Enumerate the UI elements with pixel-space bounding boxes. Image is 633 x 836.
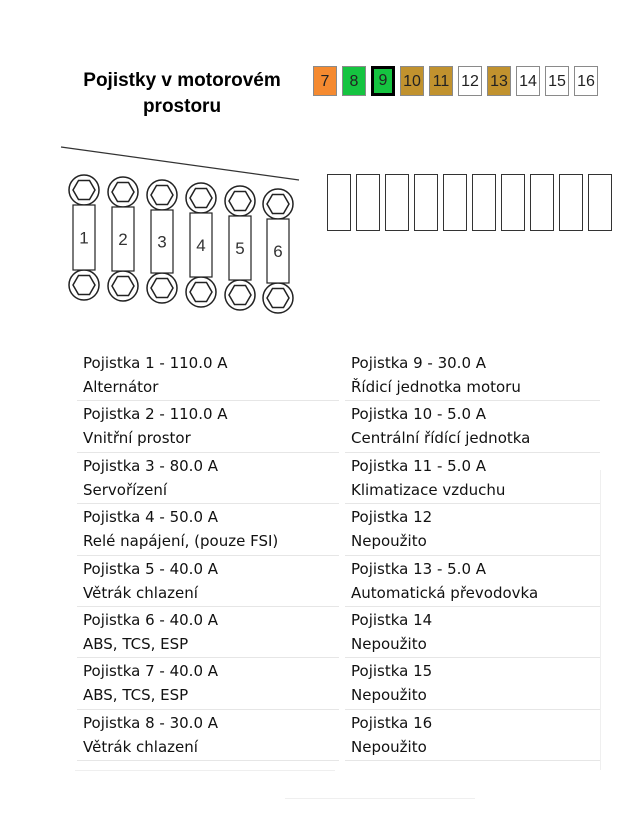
fuse-name: Pojistka 13 - 5.0 A [351,559,487,578]
fuse-name: Pojistka 15 [351,662,433,681]
fuse-table-row [345,504,600,555]
fuse-name: Pojistka 8 - 30.0 A [83,713,219,732]
fuse-table-row [345,556,600,607]
fuse-description: Klimatizace vzduchu [351,480,506,499]
fuse-description: Větrák chlazení [83,737,198,756]
fuse-number-label: 3 [157,232,167,252]
fuse-nut [112,277,134,296]
main-fuse-3 [147,180,177,303]
fuse-name: Pojistka 6 - 40.0 A [83,610,219,629]
fuse-name: Pojistka 12 [351,508,433,527]
fuse-description: Vnitřní prostor [83,429,191,448]
fuse-name: Pojistka 2 - 110.0 A [83,405,228,424]
fuse-number-label: 2 [118,230,128,249]
fuse-description: Servořízení [83,480,168,499]
fuse-table-row [345,350,600,401]
main-fuse-1 [69,175,99,300]
fuse-number-label: 4 [196,236,206,255]
fuse-table-row [345,658,600,709]
fuse-slot-7 [327,174,351,231]
fuse-slot-12 [472,174,496,231]
fuse-name: Pojistka 3 - 80.0 A [83,456,219,475]
fuse-slot-16 [588,174,612,231]
fuse-name: Pojistka 16 [351,713,433,732]
fuse-description: ABS, TCS, ESP [83,634,189,653]
divider [285,798,475,799]
fuse-description: Řídicí jednotka motoru [351,378,521,396]
fuse-number-label: 1 [79,228,89,248]
fuse-slot-14 [530,174,554,231]
fuse-name: Pojistka 9 - 30.0 A [351,354,487,372]
fuse-nut [73,181,95,200]
fuse-name: Pojistka 4 - 50.0 A [83,508,219,527]
fuse-table-row [345,607,600,658]
fuse-table-row [345,453,600,504]
fuse-name: Pojistka 5 - 40.0 A [83,559,219,578]
fuse-label-10: 10 [400,66,424,96]
fuse-label-12: 12 [458,66,482,96]
fuse-slot-8 [356,174,380,231]
fuse-description: Nepoužito [351,686,427,705]
fuse-nut [112,183,134,202]
fuse-table-row [77,504,339,555]
fuse-table-row [77,401,339,452]
fuse-slot-10 [414,174,438,231]
fuse-description: Alternátor [83,378,159,396]
fuse-number-label: 6 [273,242,283,261]
fuse-nut [151,279,173,298]
main-fuse-2 [108,177,138,301]
fuse-number-label: 5 [235,239,245,258]
fuse-slot-15 [559,174,583,231]
divider [75,770,335,771]
fuse-table-row [345,710,600,761]
fuse-description: Automatická převodovka [351,583,539,602]
main-fuse-diagram [55,142,305,317]
fuse-table-row [77,658,339,709]
fuse-name: Pojistka 14 [351,610,433,629]
fuse-description: Centrální řídící jednotka [351,429,531,448]
page-title: Pojistky v motorovém prostoru [83,70,281,117]
fuse-label-9: 9 [371,66,395,96]
fuse-label-7: 7 [313,66,337,96]
fuse-nut [229,286,251,305]
fuse-nut [229,192,251,211]
fuse-table-row [345,401,600,452]
fuse-description: ABS, TCS, ESP [83,686,189,705]
fuse-table-right [345,350,600,761]
divider [600,470,601,770]
fuse-label-13: 13 [487,66,511,96]
fuse-description: Relé napájení, (pouze FSI) [83,532,279,551]
fuse-label-15: 15 [545,66,569,96]
fuse-label-14: 14 [516,66,540,96]
fuse-name: Pojistka 11 - 5.0 A [351,456,487,475]
fuse-slot-9 [385,174,409,231]
fuse-nut [190,283,212,302]
fuse-table-row [77,607,339,658]
fuse-name: Pojistka 10 - 5.0 A [351,405,487,424]
fuse-slot-13 [501,174,525,231]
fuse-label-16: 16 [574,66,598,96]
main-fuse-4 [186,183,216,307]
main-fuse-5 [225,186,255,310]
fuse-nut [267,289,289,308]
fuse-table-row [77,453,339,504]
diagram-edge-line [61,147,299,180]
fuse-description: Nepoužito [351,532,427,551]
fuse-name: Pojistka 1 - 110.0 A [83,354,228,372]
fuse-description: Nepoužito [351,634,427,653]
fuse-label-11: 11 [429,66,453,96]
fuse-name: Pojistka 7 - 40.0 A [83,662,219,681]
fuse-description: Větrák chlazení [83,583,198,602]
fuse-nut [190,189,212,208]
fuse-nut [151,186,173,205]
fuse-slot-11 [443,174,467,231]
fuse-table-row [77,556,339,607]
fuse-table-row [77,710,339,761]
main-fuse-6 [263,189,293,313]
fuse-table-left [77,350,339,761]
fuse-nut [267,195,289,214]
fuse-nut [73,276,95,295]
fuse-label-8: 8 [342,66,366,96]
fuse-table-row [77,350,339,401]
fuse-description: Nepoužito [351,737,427,756]
